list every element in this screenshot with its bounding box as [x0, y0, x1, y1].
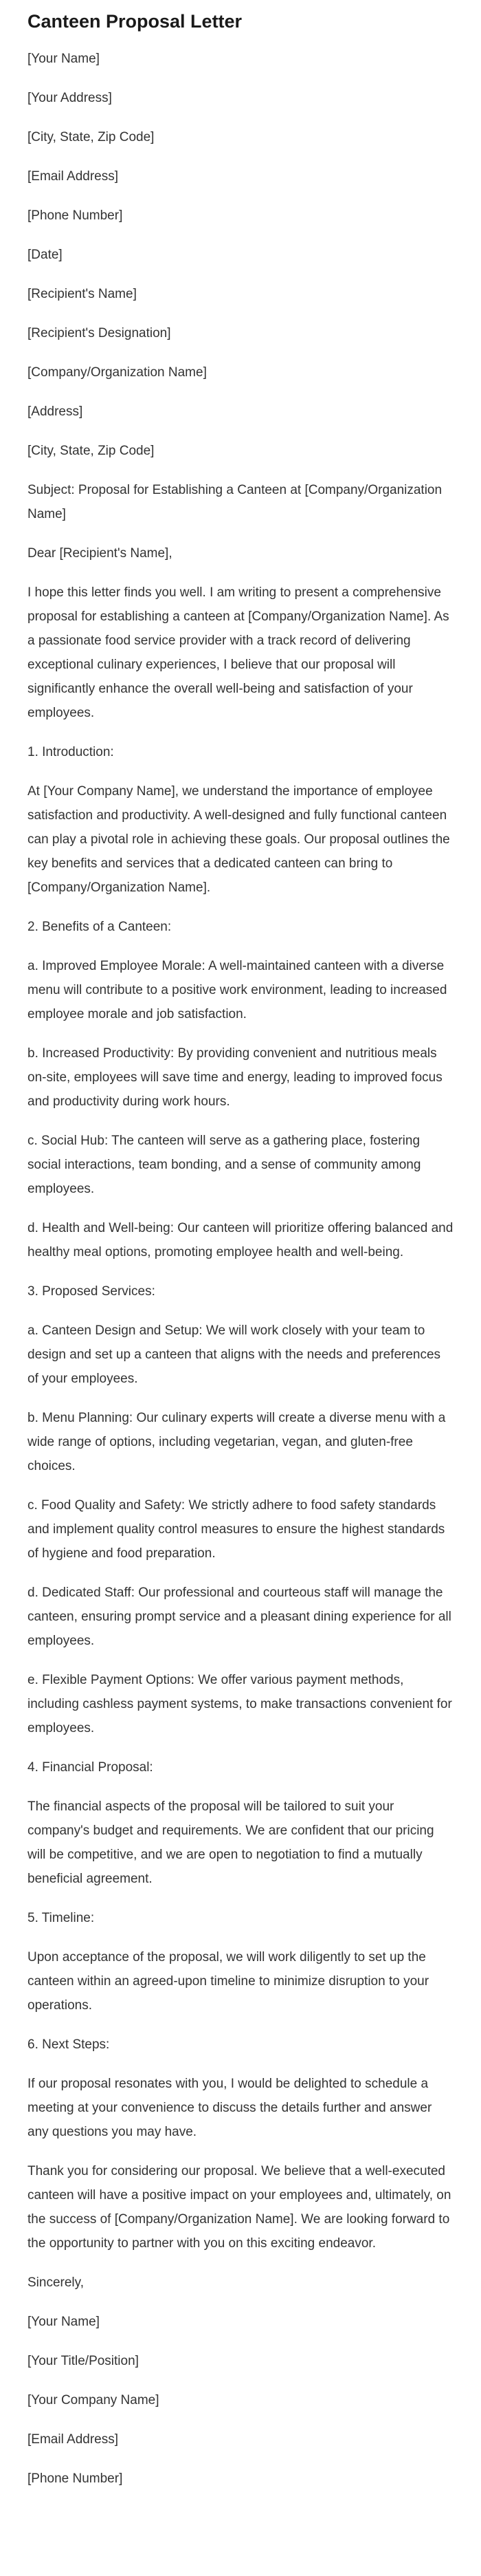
sign-off: Sincerely,: [27, 2275, 85, 2290]
section-heading-financial: 4. Financial Proposal:: [27, 1760, 153, 1775]
document-title: Canteen Proposal Letter: [27, 11, 243, 32]
next-steps-paragraph: If our proposal resonates with you, I would be delighted to schedule a meeting at your convenience to discuss the details further and answer any questions you may have.: [27, 2077, 432, 2139]
recipient-name: [Recipient's Name]: [27, 287, 137, 301]
letter-date: [Date]: [27, 248, 63, 262]
signature-phone: [Phone Number]: [27, 2471, 123, 2486]
service-item: c. Food Quality and Safety: We strictly adhere to food safety standards and implement quality control measures to ensure the highest standards of hygiene and food preparation.: [27, 1498, 445, 1561]
recipient-organization: [Company/Organization Name]: [27, 365, 207, 380]
recipient-address: [Address]: [27, 404, 83, 419]
benefit-item: d. Health and Well-being: Our canteen will prioritize offering balanced and healthy meal options, promoting employee health and well-being.: [27, 1221, 454, 1259]
signature-email: [Email Address]: [27, 2432, 118, 2447]
intro-paragraph: I hope this letter finds you well. I am writing to present a comprehensive proposal for establishing a canteen at [Company/Organization Name]. As a passionate food service provider with a track record of delivering exceptional culinary experiences, I believe that our proposal will significantly enhance the overall well-being and satisfaction of your employees.: [27, 585, 449, 720]
timeline-paragraph: Upon acceptance of the proposal, we will work diligently to set up the canteen within an agreed-upon timeline to minimize disruption to your operations.: [27, 1950, 429, 2013]
closing-paragraph: Thank you for considering our proposal. We believe that a well-executed canteen will have a positive impact on your employees and, ultimately, on the success of [Company/Organization Name]. We are looking forward to the opportunity to partner with you on this exciting endeavor.: [27, 2164, 451, 2251]
subject-line: Subject: Proposal for Establishing a Canteen at [Company/Organization Name]: [27, 483, 443, 521]
sender-email: [Email Address]: [27, 169, 118, 184]
service-item: a. Canteen Design and Setup: We will work closely with your team to design and set up a canteen that aligns with the needs and preferences of your employees.: [27, 1323, 441, 1386]
sender-city-state-zip: [City, State, Zip Code]: [27, 130, 155, 144]
signature-company: [Your Company Name]: [27, 2393, 159, 2407]
section-heading-services: 3. Proposed Services:: [27, 1284, 155, 1299]
benefit-item: b. Increased Productivity: By providing convenient and nutritious meals on-site, employees will save time and energy, leading to improved focus and productivity during work hours.: [27, 1046, 443, 1109]
benefit-item: c. Social Hub: The canteen will serve as a gathering place, fostering social interactions, team bonding, and a sense of community among employees.: [27, 1134, 421, 1196]
salutation: Dear [Recipient's Name],: [27, 546, 172, 561]
service-item: d. Dedicated Staff: Our professional and courteous staff will manage the canteen, ensuring prompt service and a pleasant dining experience for all employees.: [27, 1585, 451, 1648]
section-heading-benefits: 2. Benefits of a Canteen:: [27, 920, 172, 934]
recipient-city-state-zip: [City, State, Zip Code]: [27, 444, 155, 458]
section-heading-next-steps: 6. Next Steps:: [27, 2037, 110, 2052]
sender-address: [Your Address]: [27, 91, 112, 105]
benefit-item: a. Improved Employee Morale: A well-maintained canteen with a diverse menu will contribute to a positive work environment, leading to increased employee morale and job satisfaction.: [27, 959, 447, 1021]
financial-paragraph: The financial aspects of the proposal will be tailored to suit your company's budget and requirements. We are confident that our pricing will be competitive, and we are open to negotiation to find a mutually beneficial agreement.: [27, 1799, 434, 1886]
sender-phone: [Phone Number]: [27, 208, 123, 223]
recipient-designation: [Recipient's Designation]: [27, 326, 171, 340]
introduction-paragraph: At [Your Company Name], we understand the importance of employee satisfaction and productivity. A well-designed and fully functional canteen can play a pivotal role in achieving these goals. Our proposal outlines the key benefits and services that a dedicated canteen can bring to [Company/Organization Name].: [27, 784, 450, 895]
signature-name: [Your Name]: [27, 2315, 100, 2329]
sender-name: [Your Name]: [27, 52, 100, 66]
section-heading-timeline: 5. Timeline:: [27, 1911, 95, 1925]
service-item: e. Flexible Payment Options: We offer various payment methods, including cashless payment systems, to make transactions convenient for employees.: [27, 1673, 452, 1735]
signature-title: [Your Title/Position]: [27, 2354, 139, 2368]
service-item: b. Menu Planning: Our culinary experts will create a diverse menu with a wide range of options, including vegetarian, vegan, and gluten-free choices.: [27, 1411, 446, 1473]
section-heading-introduction: 1. Introduction:: [27, 745, 114, 759]
